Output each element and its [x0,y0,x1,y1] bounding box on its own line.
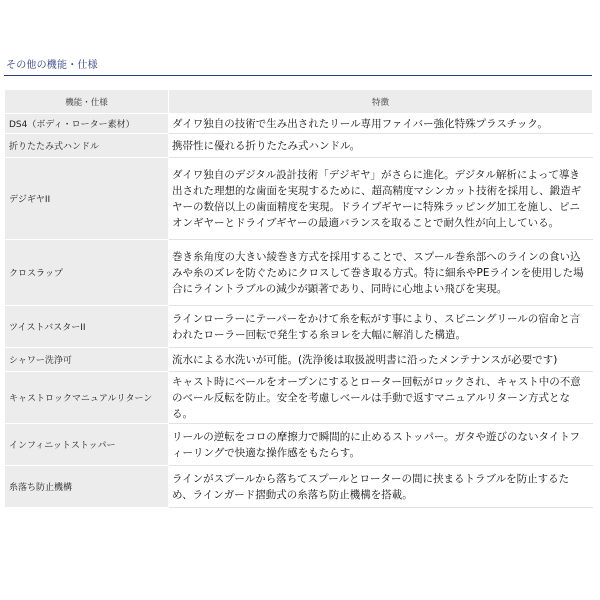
feature-description: リールの逆転をコロの摩擦力で瞬間的に止めるストッパー。ガタや遊びのないタイトフィーリングで快適な操作感をもたらす。 [169,424,593,466]
table-row [5,466,593,508]
feature-name: シャワー洗浄可 [5,348,169,372]
feature-description: ラインがスプールから落ちてスプールとローターの間に挟まるトラブルを防止するため、ラインガード摺動式の糸落ち防止機構を搭載。 [169,466,593,508]
feature-name: 折りたたみ式ハンドル [5,134,169,158]
feature-description: 流水による水洗いが可能。(洗浄後は取扱説明書に沿ったメンテナンスが必要です) [169,348,593,372]
table-row [5,134,593,158]
feature-description: ラインローラーにテーパーをかけて糸を転がす事により、スピニングリールの宿命と言われたローラー回転で発生する糸ヨレを大幅に解消した構造。 [169,306,593,348]
section-title: その他の機能・仕様 [6,60,98,71]
feature-description: キャスト時にベールをオープンにするとローター回転がロックされ、キャスト中の不意のベール反転を防止。安全を考慮しベールは手動で返すマニュアルリターン方式となる。 [169,372,593,424]
feature-name: キャストロックマニュアルリターン [5,372,169,424]
feature-description: 携帯性に優れる折りたたみ式ハンドル。 [169,134,593,158]
header-characteristic: 特徴 [169,90,593,114]
table-row [5,158,593,240]
feature-description: 巻き糸角度の大きい綾巻き方式を採用することで、スプール巻糸部へのラインの食い込みや糸のズレを防ぐためにクロスして巻き取る方式。特に細糸やPEラインを使用した場合にライントラブルの減少が顕著であり、同時に心地よい飛びを実現。 [169,240,593,306]
table-header-row [5,90,593,114]
spec-table [4,89,593,508]
feature-name: デジギヤII [5,158,169,240]
feature-name: インフィニットストッパー [5,424,169,466]
title-divider [4,75,592,76]
table-row [5,372,593,424]
feature-name: DS4（ボディ・ローター素材） [5,114,169,134]
feature-description: ダイワ独自のデジタル設計技術「デジギヤ」がさらに進化。デジタル解析によって導き出された理想的な歯面を実現するために、超高精度マシンカット技術を採用し、鍛造ギヤーの数倍以上の歯面精度を実現。ドライブギヤーに特殊ラッピング加工を施し、ピニオンギヤーとドライブギヤーの最適バランスを取ることで耐久性が向上している。 [169,158,593,240]
feature-name: クロスラップ [5,240,169,306]
table-row [5,348,593,372]
table-row [5,306,593,348]
feature-description: ダイワ独自の技術で生み出されたリール専用ファイバー強化特殊プラスチック。 [169,114,593,134]
feature-name: ツイストバスターII [5,306,169,348]
table-row [5,240,593,306]
table-row [5,424,593,466]
header-feature: 機能・仕様 [5,90,169,114]
table-row [5,114,593,134]
feature-name: 糸落ち防止機構 [5,466,169,508]
